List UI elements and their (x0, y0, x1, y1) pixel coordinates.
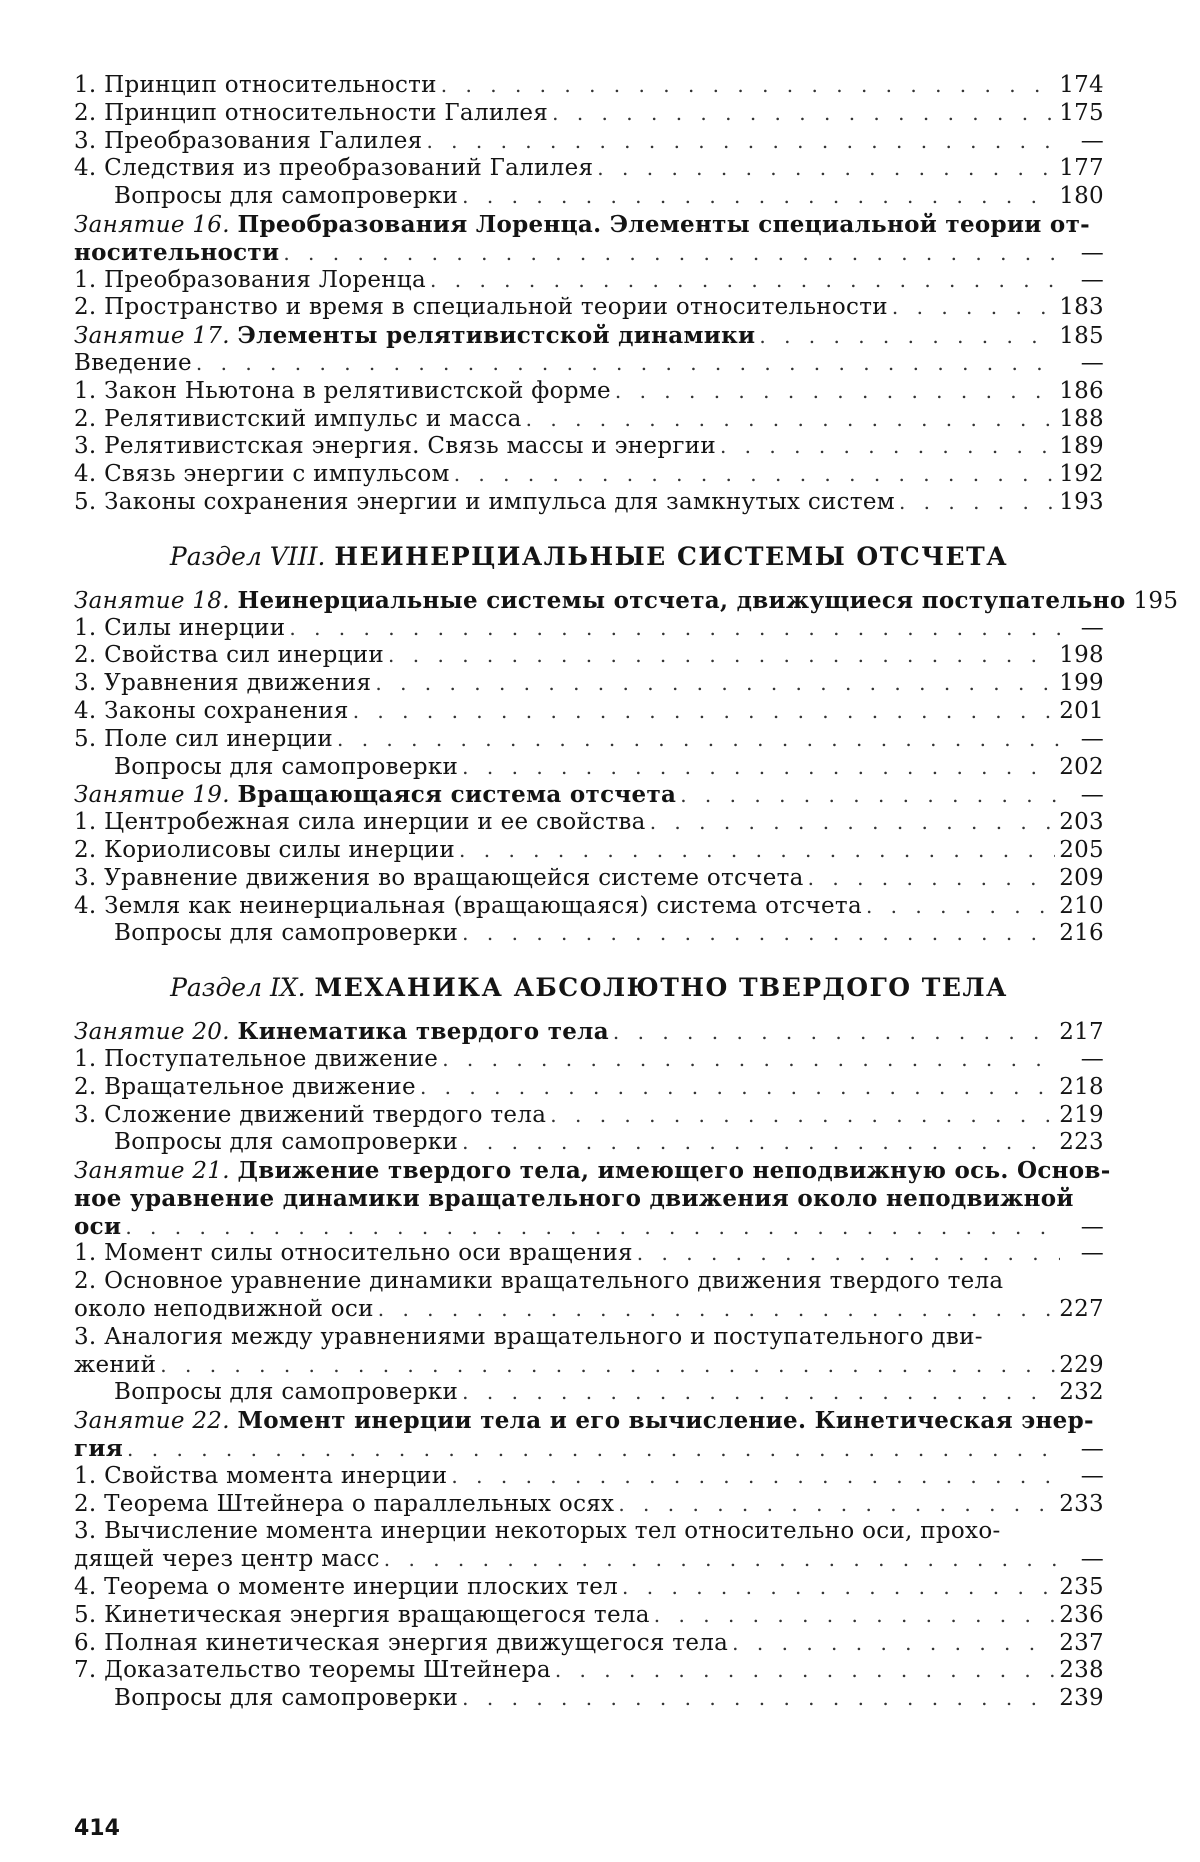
lesson-prefix: Занятие 16. (74, 211, 230, 238)
toc-entry (74, 378, 1104, 406)
toc-entry-title: 2. Теорема Штейнера о параллельных осях (74, 1490, 615, 1517)
dot-leader (462, 1129, 1055, 1157)
toc-entry (74, 294, 1104, 322)
lesson-title (74, 587, 1125, 616)
toc-entry-page: 202 (1059, 753, 1104, 780)
toc-entry-page: 193 (1059, 488, 1104, 515)
toc-entry-title: 2. Кориолисовы силы инерции (74, 836, 456, 863)
toc-entry-page: 188 (1059, 405, 1104, 432)
toc-entry (74, 865, 1104, 893)
dot-leader (650, 809, 1056, 837)
toc-entry (74, 183, 1104, 211)
toc-entry-page: 186 (1059, 377, 1104, 404)
dot-leader (196, 350, 1060, 378)
toc-entry (74, 893, 1104, 921)
dot-leader (526, 406, 1056, 434)
dot-leader (160, 1352, 1055, 1380)
toc-entry-continued (74, 1546, 1104, 1574)
toc-entry (74, 1630, 1104, 1658)
lesson-name: Неинерциальные системы отсчета, движущиеся поступательно (237, 586, 1126, 614)
lesson-name-line: оси (74, 1212, 122, 1240)
toc-entry-page: 175 (1059, 99, 1104, 126)
toc-entry (74, 642, 1104, 670)
toc-entry-page: 236 (1059, 1601, 1104, 1628)
toc-entry-title: 3. Вычисление момента инерции некоторых тел относительно оси, прохо- (74, 1518, 1001, 1545)
lesson-title (74, 1407, 1094, 1436)
lesson-prefix: Занятие 21. (74, 1158, 230, 1185)
dot-leader (441, 72, 1055, 100)
lesson-name: Элементы релятивистской динамики (237, 322, 756, 350)
toc-entry-title: 2. Принцип относительности Галилея (74, 99, 549, 126)
section-prefix: Раздел VIII. (169, 541, 326, 571)
toc-entry (74, 670, 1104, 698)
toc-entry (74, 1518, 1104, 1546)
toc-entry-page: 185 (1059, 323, 1104, 350)
toc-entry-page: 223 (1059, 1129, 1104, 1156)
toc-entry-title: 2. Вращательное движение (74, 1073, 416, 1100)
toc-entry-title: 1. Поступательное движение (74, 1045, 439, 1072)
toc-entry-page: — (1080, 725, 1104, 752)
toc-entry-title: 5. Законы сохранения энергии и импульса для замкнутых систем (74, 488, 895, 515)
dot-leader (430, 267, 1060, 295)
toc-entry-title: 4. Связь энергии с импульсом (74, 461, 450, 488)
toc-entry-page: 192 (1059, 461, 1104, 488)
dot-leader (899, 489, 1055, 517)
toc-entry-page: — (1080, 1436, 1104, 1463)
section-title: НЕИНЕРЦИАЛЬНЫЕ СИСТЕМЫ ОТСЧЕТА (334, 541, 1009, 571)
toc-entry (74, 433, 1104, 461)
dot-leader (759, 323, 1055, 351)
toc-entry-title: Вопросы для самопроверки (114, 920, 459, 947)
toc-entry-title: Вопросы для самопроверки (114, 1685, 459, 1712)
toc-entry (74, 1657, 1104, 1685)
toc-entry-page: — (1080, 239, 1104, 266)
toc-entry-page: — (1080, 349, 1104, 376)
toc-entry (74, 1129, 1104, 1157)
dot-leader (353, 698, 1055, 726)
dot-leader (597, 155, 1055, 183)
toc-entry (74, 1240, 1104, 1268)
toc-entry-page: 235 (1059, 1574, 1104, 1601)
toc-entry (74, 461, 1104, 489)
toc-entry-title: 4. Теорема о моменте инерции плоских тел (74, 1574, 619, 1601)
toc-entry-page: 239 (1059, 1685, 1104, 1712)
toc-entry (74, 920, 1104, 948)
toc-entry (74, 100, 1104, 128)
lesson-name-line: носительности (74, 238, 280, 266)
table-of-contents (74, 72, 1179, 1713)
toc-entry-title: 6. Полная кинетическая энергия движущегося тела (74, 1629, 729, 1656)
dot-leader (720, 433, 1055, 461)
toc-entry-title: 4. Земля как неинерциальная (вращающаяся) система отсчета (74, 892, 862, 919)
dot-leader (555, 1657, 1055, 1685)
toc-entry (74, 1046, 1104, 1074)
dot-leader (283, 240, 1060, 268)
lesson-heading-continued (74, 1185, 1104, 1213)
toc-entry-page: 203 (1059, 809, 1104, 836)
dot-leader (618, 1491, 1055, 1519)
dot-leader (454, 461, 1056, 489)
dot-leader (622, 1574, 1055, 1602)
toc-entry-title: 1. Свойства момента инерции (74, 1462, 448, 1489)
toc-entry-page: 232 (1059, 1379, 1104, 1406)
lesson-heading-continued (74, 1213, 1104, 1241)
dot-leader (613, 1019, 1055, 1047)
toc-entry (74, 155, 1104, 183)
toc-entry-page: — (1080, 1213, 1104, 1240)
lesson-name-line: гия (74, 1435, 124, 1463)
toc-entry (74, 72, 1104, 100)
toc-entry-title: 5. Кинетическая энергия вращающегося тела (74, 1601, 650, 1628)
page-number: 414 (74, 1816, 120, 1841)
toc-entry-title: 4. Законы сохранения (74, 697, 349, 724)
lesson-title (74, 211, 1090, 240)
dot-leader (384, 1546, 1060, 1574)
toc-entry-page: 227 (1059, 1296, 1104, 1323)
toc-entry-title: около неподвижной оси (74, 1296, 374, 1323)
toc-entry-title: Вопросы для самопроверки (114, 183, 459, 210)
dot-leader (654, 1602, 1055, 1630)
toc-entry-page: — (1080, 1045, 1104, 1072)
dot-leader (615, 378, 1055, 406)
toc-entry-title: Введение (74, 349, 192, 376)
toc-entry-page: 217 (1059, 1019, 1104, 1046)
lesson-name-line: Момент инерции тела и его вычисление. Кинетическая энер- (237, 1407, 1094, 1435)
section-heading (74, 527, 1104, 587)
lesson-prefix: Занятие 18. (74, 587, 230, 614)
lesson-heading (74, 1407, 1104, 1435)
lesson-name-line: Преобразования Лоренца. Элементы специальной теории от- (237, 210, 1090, 238)
toc-entry-page: 216 (1059, 920, 1104, 947)
dot-leader (462, 1685, 1055, 1713)
toc-entry (74, 406, 1104, 434)
toc-entry-continued (74, 1296, 1104, 1324)
toc-entry-page: 201 (1059, 697, 1104, 724)
toc-entry-page: 237 (1059, 1629, 1104, 1656)
toc-entry-title: 3. Уравнение движения во вращающейся системе отсчета (74, 864, 804, 891)
toc-entry-page: — (1080, 266, 1104, 293)
dot-leader (552, 100, 1055, 128)
toc-entry-continued (74, 1352, 1104, 1380)
toc-entry-title: Вопросы для самопроверки (114, 1129, 459, 1156)
lesson-prefix: Занятие 20. (74, 1019, 230, 1046)
toc-entry (74, 1491, 1104, 1519)
toc-entry (74, 1074, 1104, 1102)
toc-entry-page: 233 (1059, 1490, 1104, 1517)
lesson-prefix: Занятие 19. (74, 782, 230, 809)
lesson-heading-continued (74, 239, 1104, 267)
toc-entry-title: 3. Аналогия между уравнениями вращательного и поступательного дви- (74, 1323, 983, 1350)
dot-leader (462, 920, 1055, 948)
lesson-heading (74, 1018, 1104, 1046)
toc-entry-title: 1. Преобразования Лоренца (74, 266, 427, 293)
lesson-name: Кинематика твердого тела (237, 1018, 609, 1046)
toc-entry-title: 2. Свойства сил инерции (74, 642, 385, 669)
dot-leader (125, 1214, 1060, 1242)
toc-entry (74, 615, 1104, 643)
dot-leader (637, 1240, 1060, 1268)
toc-entry-page: 229 (1059, 1351, 1104, 1378)
dot-leader (420, 1074, 1055, 1102)
toc-entry-title: 3. Сложение движений твердого тела (74, 1101, 547, 1128)
toc-entry-title: Вопросы для самопроверки (114, 753, 459, 780)
dot-leader (866, 893, 1055, 921)
toc-entry (74, 128, 1104, 156)
toc-entry (74, 1268, 1104, 1296)
toc-entry (74, 809, 1104, 837)
toc-entry-page: 210 (1059, 892, 1104, 919)
section-title: МЕХАНИКА АБСОЛЮТНО ТВЕРДОГО ТЕЛА (314, 973, 1008, 1003)
dot-leader (289, 615, 1060, 643)
toc-entry-page: 209 (1059, 864, 1104, 891)
dot-leader (462, 754, 1055, 782)
section-heading (74, 958, 1104, 1018)
dot-leader (462, 1379, 1055, 1407)
toc-entry-title: 1. Принцип относительности (74, 72, 437, 98)
toc-entry-title: 3. Релятивистская энергия. Связь массы и энергии (74, 433, 716, 460)
dot-leader (732, 1630, 1055, 1658)
toc-entry (74, 1602, 1104, 1630)
lesson-heading (74, 586, 1179, 615)
dot-leader (462, 183, 1055, 211)
lesson-title (74, 1018, 609, 1047)
toc-entry-title: 1. Силы инерции (74, 614, 286, 641)
dot-leader (550, 1102, 1055, 1130)
toc-entry-page: 183 (1059, 294, 1104, 321)
lesson-heading (74, 1157, 1111, 1185)
dot-leader (459, 837, 1055, 865)
toc-entry (74, 1379, 1104, 1407)
toc-entry-title: 3. Преобразования Галилея (74, 127, 423, 154)
toc-entry (74, 1463, 1104, 1491)
lesson-heading (74, 322, 1104, 350)
toc-entry-title: Вопросы для самопроверки (114, 1379, 459, 1406)
lesson-title (74, 1157, 1111, 1186)
toc-entry-page: 189 (1059, 433, 1104, 460)
toc-entry (74, 698, 1104, 726)
toc-entry-page: — (1080, 782, 1104, 809)
toc-entry-title: 2. Пространство и время в специальной теории относительности (74, 294, 888, 321)
toc-entry-page: 174 (1059, 72, 1104, 98)
lesson-prefix: Занятие 22. (74, 1408, 230, 1435)
toc-entry (74, 1574, 1104, 1602)
section-prefix: Раздел IX. (170, 973, 306, 1003)
toc-entry (74, 489, 1104, 517)
toc-entry (74, 726, 1104, 754)
lesson-heading-continued (74, 1435, 1104, 1463)
dot-leader (426, 128, 1060, 156)
dot-leader (680, 782, 1060, 810)
toc-entry-page: 199 (1059, 670, 1104, 697)
toc-entry-page: — (1080, 127, 1104, 154)
lesson-name-line: ное уравнение динамики вращательного движения около неподвижной (74, 1184, 1074, 1212)
toc-entry-page: 198 (1059, 642, 1104, 669)
toc-entry-page: — (1080, 1546, 1104, 1573)
toc-entry-page: 205 (1059, 836, 1104, 863)
toc-entry-title: 4. Следствия из преобразований Галилея (74, 155, 594, 182)
toc-entry-page: 219 (1059, 1101, 1104, 1128)
toc-entry-page: — (1080, 614, 1104, 641)
toc-entry-title: 1. Центробежная сила инерции и ее свойства (74, 809, 646, 836)
toc-entry-title: 3. Уравнения движения (74, 670, 372, 697)
toc-entry-title: дящей через центр масс (74, 1546, 380, 1573)
dot-leader (442, 1046, 1060, 1074)
toc-entry (74, 754, 1104, 782)
toc-entry-page: 195 (1133, 587, 1179, 614)
toc-entry-page: 177 (1059, 155, 1104, 182)
toc-entry-page: 218 (1059, 1073, 1104, 1100)
toc-entry-title: 1. Закон Ньютона в релятивистской форме (74, 377, 611, 404)
dot-leader (808, 865, 1056, 893)
lesson-heading (74, 781, 1104, 809)
lesson-name-line: Движение твердого тела, имеющего неподвижную ось. Основ- (237, 1157, 1111, 1185)
toc-entry-page: — (1080, 1462, 1104, 1489)
dot-leader (127, 1436, 1060, 1464)
lesson-title (74, 781, 676, 810)
toc-entry (74, 267, 1104, 295)
toc-entry-title: жений (74, 1351, 157, 1378)
toc-entry-page: 238 (1059, 1657, 1104, 1684)
dot-leader (388, 642, 1055, 670)
toc-entry (74, 1324, 1104, 1352)
toc-entry-title: 5. Поле сил инерции (74, 725, 333, 752)
toc-entry-title: 2. Релятивистский импульс и масса (74, 405, 522, 432)
lesson-title (74, 322, 755, 351)
lesson-prefix: Занятие 17. (74, 323, 230, 350)
lesson-heading (74, 211, 1104, 239)
toc-entry-page: 180 (1059, 183, 1104, 210)
toc-entry (74, 837, 1104, 865)
toc-entry-page: — (1080, 1240, 1104, 1267)
toc-entry (74, 350, 1104, 378)
toc-entry (74, 1685, 1104, 1713)
dot-leader (337, 726, 1060, 754)
dot-leader (892, 294, 1055, 322)
toc-entry-title: 2. Основное уравнение динамики вращательного движения твердого тела (74, 1268, 1004, 1295)
toc-entry-title: 1. Момент силы относительно оси вращения (74, 1240, 633, 1267)
lesson-name: Вращающаяся система отсчета (237, 781, 677, 809)
dot-leader (375, 670, 1055, 698)
dot-leader (378, 1296, 1055, 1324)
dot-leader (451, 1463, 1060, 1491)
toc-entry-title: 7. Доказательство теоремы Штейнера (74, 1657, 551, 1684)
toc-entry (74, 1102, 1104, 1130)
